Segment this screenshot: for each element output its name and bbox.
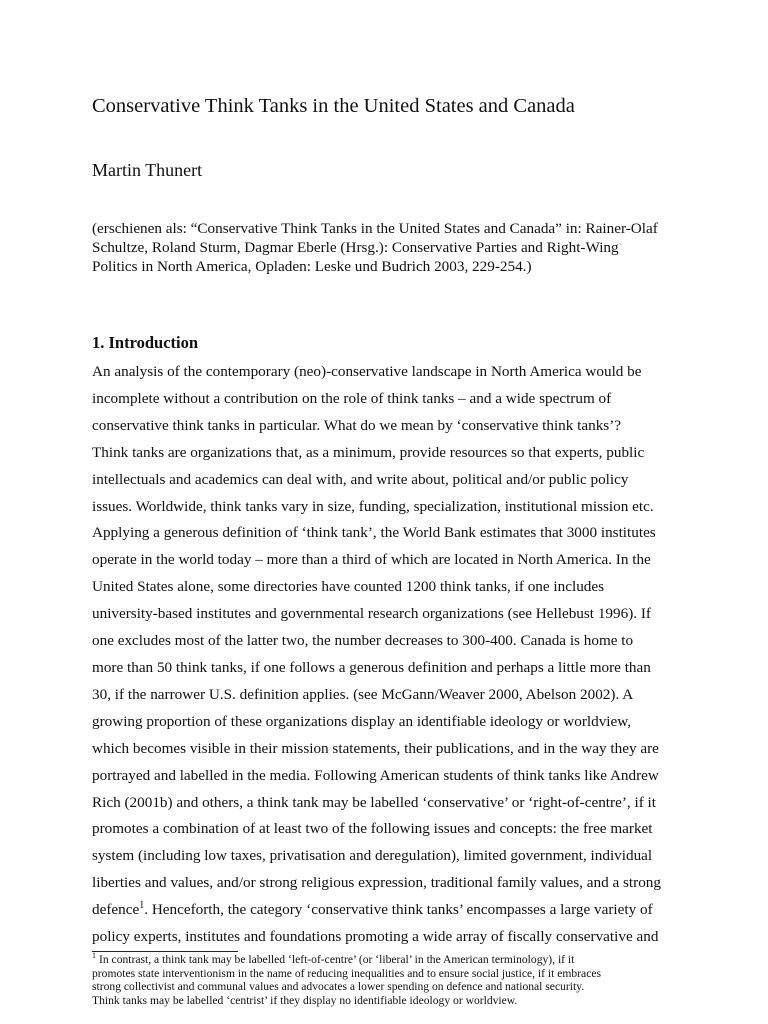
body-line: one excludes most of the latter two, the number decreases to 300-400. Canada is home to — [92, 632, 634, 650]
body-line: An analysis of the contemporary (neo)-conservative landscape in North America would be — [92, 363, 642, 380]
body-line: growing proportion of these organizations display an identifiable ideology or worldview, — [92, 712, 632, 730]
footnote-text: In contrast, a think tank may be labelled ‘left-of-centre’ (or ‘liberal’ in the American terminology), if it — [99, 953, 575, 966]
citation-line: Politics in North America, Opladen: Leske und Budrich 2003, 229-254.) — [92, 258, 532, 275]
citation-line: (erschienen als: “Conservative Think Tanks in the United States and Canada” in: Rainer-Olaf — [92, 220, 658, 237]
section-heading: 1. Introduction — [92, 333, 199, 352]
body-line: Think tanks are organizations that, as a minimum, provide resources so that experts, public — [92, 443, 645, 461]
citation-note — [92, 219, 658, 276]
body-line: issues. Worldwide, think tanks vary in size, funding, specialization, institutional mission etc. — [92, 497, 654, 515]
footnote-line: Think tanks may be labelled ‘centrist’ if they display no identifiable ideology or worldview. — [92, 993, 518, 1007]
body-line: promotes a combination of at least two of the following issues and concepts: the free market — [92, 820, 653, 838]
body-line — [92, 897, 692, 924]
footnote-reference[interactable]: 1 — [139, 900, 145, 912]
body-paragraph — [92, 359, 692, 951]
footnote-number: 1 — [92, 951, 96, 961]
body-line: more than 50 think tanks, if one follows a generous definition and perhaps a little more than — [92, 658, 651, 676]
footnote — [92, 953, 692, 1007]
body-text: . Henceforth, the category ‘conservative think tanks’ encompasses a large variety of — [144, 901, 653, 919]
footnote-separator — [92, 951, 238, 952]
footnote-line: promotes state interventionism in the name of reducing inequalities and to ensure social justice, if it embraces — [92, 966, 602, 980]
document-title: Conservative Think Tanks in the United States and Canada — [92, 95, 575, 117]
body-line: incomplete without a contribution on the role of think tanks – and a wide spectrum of — [92, 389, 612, 407]
body-line: university-based institutes and governmental research organizations (see Hellebust 1996). If — [92, 605, 651, 623]
author-name: Martin Thunert — [92, 160, 203, 180]
body-line: policy experts, institutes and foundations promoting a wide array of fiscally conservative and — [92, 928, 659, 946]
footnote-line: strong collectivist and communal values and advocates a lower spending on defence and national security. — [92, 980, 585, 994]
body-line: liberties and values, and/or strong religious expression, traditional family values, and a strong — [92, 874, 661, 892]
footnote-line — [92, 953, 692, 967]
body-line: 30, if the narrower U.S. definition applies. (see McGann/Weaver 2000, Abelson 2002). A — [92, 685, 634, 703]
body-line: operate in the world today – more than a third of which are located in North America. In the — [92, 551, 651, 569]
body-line: conservative think tanks in particular. What do we mean by ‘conservative think tanks’? — [92, 416, 622, 434]
body-line: United States alone, some directories have counted 1200 think tanks, if one includes — [92, 578, 605, 596]
body-line: portrayed and labelled in the media. Following American students of think tanks like Andrew — [92, 766, 659, 784]
citation-line: Schultze, Roland Sturm, Dagmar Eberle (Hrsg.): Conservative Parties and Right-Wing — [92, 239, 619, 256]
body-line: Applying a generous definition of ‘think tank’, the World Bank estimates that 3000 institutes — [92, 524, 656, 542]
body-line: intellectuals and academics can deal with, and write about, political and/or public policy — [92, 470, 629, 488]
body-text: defence — [92, 901, 140, 919]
body-line: Rich (2001b) and others, a think tank may be labelled ‘conservative’ or ‘right-of-centre’, if it — [92, 793, 656, 811]
body-line: which becomes visible in their mission statements, their publications, and in the way they are — [92, 739, 659, 757]
body-line: system (including low taxes, privatisation and deregulation), limited government, individual — [92, 847, 653, 865]
